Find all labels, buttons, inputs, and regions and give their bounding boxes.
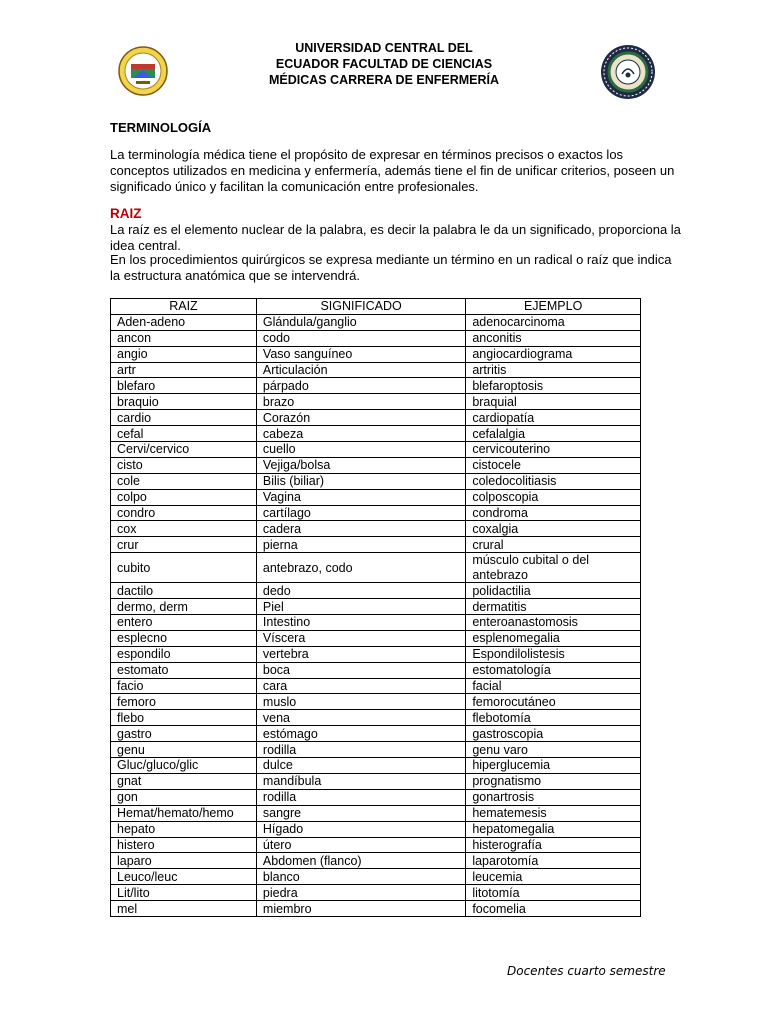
cell-ejemplo: músculo cubital o del antebrazo (466, 553, 641, 583)
cell-raiz: gon (111, 789, 257, 805)
table-row (111, 583, 641, 599)
table-row (111, 901, 641, 917)
cell-significado: vena (256, 710, 465, 726)
cell-ejemplo: gastroscopia (466, 726, 641, 742)
table-body (111, 314, 641, 916)
cell-raiz: angio (111, 346, 257, 362)
cell-raiz: cole (111, 473, 257, 489)
cell-significado: cara (256, 678, 465, 694)
table-row (111, 553, 641, 583)
cell-significado: blanco (256, 869, 465, 885)
table-row (111, 821, 641, 837)
table-row (111, 710, 641, 726)
table-row (111, 869, 641, 885)
header-line-3: MÉDICAS CARRERA DE ENFERMERÍA (268, 73, 500, 87)
cell-significado: Intestino (256, 615, 465, 631)
table-row (111, 473, 641, 489)
cell-raiz: artr (111, 362, 257, 378)
cell-significado: dedo (256, 583, 465, 599)
table-row (111, 410, 641, 426)
cell-raiz: laparo (111, 853, 257, 869)
cell-ejemplo: angiocardiograma (466, 346, 641, 362)
cell-significado: piedra (256, 885, 465, 901)
cell-ejemplo: cistocele (466, 457, 641, 473)
section-heading: RAIZ (110, 206, 142, 221)
cell-ejemplo: hiperglucemia (466, 758, 641, 774)
cell-raiz: Aden-adeno (111, 314, 257, 330)
cell-significado: cuello (256, 442, 465, 458)
nursing-school-seal-icon (600, 44, 656, 100)
cell-significado: mandíbula (256, 773, 465, 789)
university-seal-icon (118, 46, 168, 96)
cell-ejemplo: crural (466, 537, 641, 553)
header-raiz: RAIZ (111, 299, 257, 315)
cell-raiz: hepato (111, 821, 257, 837)
cell-raiz: Leuco/leuc (111, 869, 257, 885)
table-row (111, 426, 641, 442)
table-row (111, 630, 641, 646)
cell-raiz: estomato (111, 662, 257, 678)
cell-raiz: flebo (111, 710, 257, 726)
document-header (200, 40, 568, 88)
table-row (111, 599, 641, 615)
cell-raiz: Lit/lito (111, 885, 257, 901)
cell-raiz: crur (111, 537, 257, 553)
cell-ejemplo: anconitis (466, 330, 641, 346)
cell-significado: Abdomen (flanco) (256, 853, 465, 869)
table-row (111, 726, 641, 742)
cell-ejemplo: flebotomía (466, 710, 641, 726)
cell-significado: Corazón (256, 410, 465, 426)
cell-raiz: colpo (111, 489, 257, 505)
cell-raiz: Cervi/cervico (111, 442, 257, 458)
cell-raiz: histero (111, 837, 257, 853)
cell-significado: Piel (256, 599, 465, 615)
table-row (111, 662, 641, 678)
table-row (111, 615, 641, 631)
cell-significado: codo (256, 330, 465, 346)
cell-significado: cartílago (256, 505, 465, 521)
cell-significado: Articulación (256, 362, 465, 378)
cell-raiz: cardio (111, 410, 257, 426)
table-header-row (111, 299, 641, 315)
terminology-table (110, 298, 641, 917)
cell-significado: Víscera (256, 630, 465, 646)
cell-ejemplo: hematemesis (466, 805, 641, 821)
table-row (111, 789, 641, 805)
table-row (111, 505, 641, 521)
table-row (111, 521, 641, 537)
cell-ejemplo: facial (466, 678, 641, 694)
cell-significado: antebrazo, codo (256, 553, 465, 583)
cell-raiz: cox (111, 521, 257, 537)
cell-raiz: mel (111, 901, 257, 917)
cell-ejemplo: cardiopatía (466, 410, 641, 426)
cell-ejemplo: prognatismo (466, 773, 641, 789)
cell-raiz: braquio (111, 394, 257, 410)
table-row (111, 742, 641, 758)
cell-significado: Vejiga/bolsa (256, 457, 465, 473)
cell-ejemplo: blefaroptosis (466, 378, 641, 394)
table-row (111, 537, 641, 553)
cell-significado: estómago (256, 726, 465, 742)
table-row (111, 805, 641, 821)
cell-raiz: gastro (111, 726, 257, 742)
page-title: TERMINOLOGÍA (110, 120, 212, 135)
table-row (111, 346, 641, 362)
table-row (111, 394, 641, 410)
cell-ejemplo: artritis (466, 362, 641, 378)
cell-ejemplo: cefalalgia (466, 426, 641, 442)
footer-note: Docentes cuarto semestre (507, 964, 666, 978)
cell-significado: Glándula/ganglio (256, 314, 465, 330)
intro-paragraph: La terminología médica tiene el propósito de expresar en términos precisos o exactos los conceptos utilizados en medicina y enfermería, además tiene el fin de unificar criterios, poseen un significado único y facilitan la comunicación entre profesionales. (110, 147, 675, 194)
table-row (111, 853, 641, 869)
cell-significado: brazo (256, 394, 465, 410)
table-row (111, 773, 641, 789)
cell-raiz: condro (111, 505, 257, 521)
cell-raiz: cefal (111, 426, 257, 442)
cell-raiz: espondilo (111, 646, 257, 662)
cell-ejemplo: laparotomía (466, 853, 641, 869)
cell-ejemplo: enteroanastomosis (466, 615, 641, 631)
cell-raiz: dermo, derm (111, 599, 257, 615)
cell-significado: rodilla (256, 742, 465, 758)
table-row (111, 758, 641, 774)
table-row (111, 362, 641, 378)
cell-ejemplo: coledocolitiasis (466, 473, 641, 489)
cell-significado: Vaso sanguíneo (256, 346, 465, 362)
cell-ejemplo: genu varo (466, 742, 641, 758)
cell-significado: cadera (256, 521, 465, 537)
cell-raiz: esplecno (111, 630, 257, 646)
cell-ejemplo: condroma (466, 505, 641, 521)
cell-ejemplo: Espondilolistesis (466, 646, 641, 662)
table-row (111, 489, 641, 505)
cell-significado: boca (256, 662, 465, 678)
cell-ejemplo: hepatomegalia (466, 821, 641, 837)
cell-ejemplo: histerografía (466, 837, 641, 853)
cell-raiz: facio (111, 678, 257, 694)
cell-significado: párpado (256, 378, 465, 394)
cell-raiz: Gluc/gluco/glic (111, 758, 257, 774)
cell-significado: cabeza (256, 426, 465, 442)
table-row (111, 442, 641, 458)
cell-significado: rodilla (256, 789, 465, 805)
cell-ejemplo: coxalgia (466, 521, 641, 537)
cell-ejemplo: leucemia (466, 869, 641, 885)
cell-significado: Hígado (256, 821, 465, 837)
cell-raiz: dactilo (111, 583, 257, 599)
cell-ejemplo: dermatitis (466, 599, 641, 615)
cell-raiz: entero (111, 615, 257, 631)
cell-significado: muslo (256, 694, 465, 710)
table-row (111, 378, 641, 394)
cell-significado: miembro (256, 901, 465, 917)
cell-significado: útero (256, 837, 465, 853)
cell-raiz: ancon (111, 330, 257, 346)
header-significado: SIGNIFICADO (256, 299, 465, 315)
cell-ejemplo: litotomía (466, 885, 641, 901)
cell-ejemplo: gonartrosis (466, 789, 641, 805)
table-row (111, 646, 641, 662)
cell-raiz: femoro (111, 694, 257, 710)
cell-raiz: cubito (111, 553, 257, 583)
section-paragraph-2: En los procedimientos quirúrgicos se expresa mediante un término en un radical o raíz que indica la estructura anatómica que se intervendrá. (110, 252, 672, 283)
cell-ejemplo: cervicouterino (466, 442, 641, 458)
section-paragraph-1: La raíz es el elemento nuclear de la palabra, es decir la palabra le da un significado, proporciona la idea central. (110, 222, 681, 253)
cell-ejemplo: esplenomegalia (466, 630, 641, 646)
table-row (111, 694, 641, 710)
cell-ejemplo: colposcopia (466, 489, 641, 505)
header-line-2: ECUADOR FACULTAD DE CIENCIAS (275, 57, 493, 71)
cell-ejemplo: focomelia (466, 901, 641, 917)
cell-ejemplo: estomatología (466, 662, 641, 678)
cell-significado: vertebra (256, 646, 465, 662)
cell-raiz: gnat (111, 773, 257, 789)
header-ejemplo: EJEMPLO (466, 299, 641, 315)
table-row (111, 314, 641, 330)
cell-ejemplo: polidactilia (466, 583, 641, 599)
cell-ejemplo: femorocutáneo (466, 694, 641, 710)
cell-ejemplo: adenocarcinoma (466, 314, 641, 330)
cell-raiz: Hemat/hemato/hemo (111, 805, 257, 821)
cell-raiz: genu (111, 742, 257, 758)
cell-significado: pierna (256, 537, 465, 553)
header-line-1: UNIVERSIDAD CENTRAL DEL (295, 41, 473, 55)
cell-raiz: cisto (111, 457, 257, 473)
cell-significado: sangre (256, 805, 465, 821)
table-row (111, 678, 641, 694)
cell-ejemplo: braquial (466, 394, 641, 410)
cell-significado: dulce (256, 758, 465, 774)
cell-significado: Vagina (256, 489, 465, 505)
table-row (111, 457, 641, 473)
cell-raiz: blefaro (111, 378, 257, 394)
table-row (111, 330, 641, 346)
cell-significado: Bilis (biliar) (256, 473, 465, 489)
table-row (111, 837, 641, 853)
table-row (111, 885, 641, 901)
